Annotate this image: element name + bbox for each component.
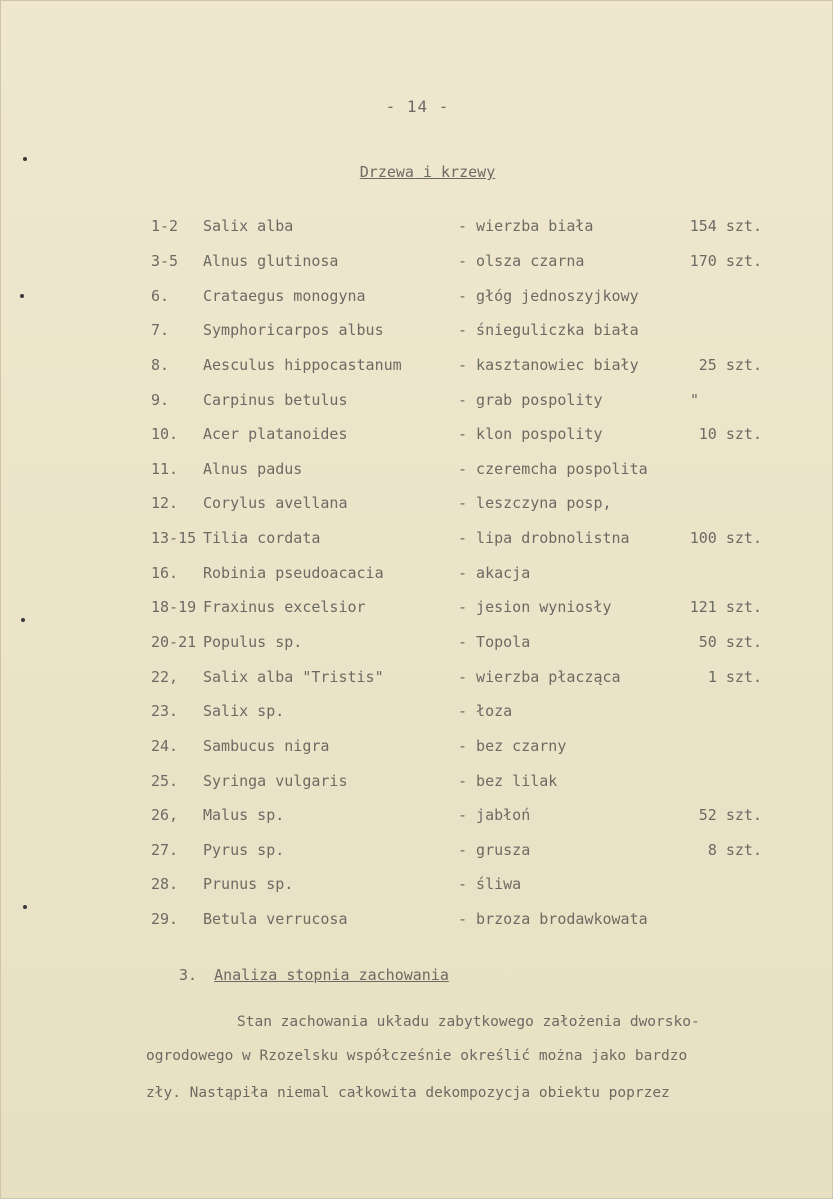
plant-row <box>1 737 833 759</box>
plant-latin-name: Fraxinus excelsior <box>203 598 366 616</box>
plant-row <box>1 494 833 516</box>
plant-row <box>1 321 833 343</box>
plant-row <box>1 806 833 828</box>
plant-number: 25. <box>151 772 179 790</box>
plant-latin-name: Salix sp. <box>203 702 285 720</box>
plant-latin-name: Aesculus hippocastanum <box>203 356 402 374</box>
plant-row <box>1 391 833 413</box>
plant-number: 27. <box>151 841 179 859</box>
plant-polish-name: - akacja <box>458 564 531 582</box>
plant-latin-name: Prunus sp. <box>203 875 294 893</box>
plant-polish-name: - lipa drobnolistna <box>458 529 630 547</box>
plant-latin-name: Alnus padus <box>203 460 303 478</box>
plant-count: 100 szt. <box>689 529 762 547</box>
plant-number: 3-5 <box>151 252 179 270</box>
paragraph-line: zły. Nastąpiła niemal całkowita dekompozycja obiektu poprzez <box>146 1085 670 1101</box>
plant-number: 6. <box>151 287 170 305</box>
plant-row <box>1 252 833 274</box>
plant-number: 9. <box>151 391 170 409</box>
page-number: - 14 - <box>385 97 450 116</box>
plant-row <box>1 425 833 447</box>
plant-polish-name: - jesion wyniosły <box>458 598 612 616</box>
plant-latin-name: Corylus avellana <box>203 494 348 512</box>
plant-polish-name: - głóg jednoszyjkowy <box>458 287 639 305</box>
plant-polish-name: - śliwa <box>458 875 522 893</box>
plant-row <box>1 875 833 897</box>
plant-number: 7. <box>151 321 170 339</box>
plant-number: 20-21 <box>151 633 197 651</box>
plant-latin-name: Pyrus sp. <box>203 841 285 859</box>
plant-number: 1-2 <box>151 217 179 235</box>
plant-row <box>1 841 833 863</box>
plant-polish-name: - bez czarny <box>458 737 567 755</box>
plant-number: 13-15 <box>151 529 197 547</box>
plant-polish-name: - kasztanowiec biały <box>458 356 639 374</box>
plant-polish-name: - śnieguliczka biała <box>458 321 639 339</box>
plant-latin-name: Salix alba "Tristis" <box>203 668 384 686</box>
plant-latin-name: Populus sp. <box>203 633 303 651</box>
plant-row <box>1 460 833 482</box>
plant-polish-name: - łoza <box>458 702 513 720</box>
plant-row <box>1 772 833 794</box>
plant-count: 121 szt. <box>689 598 762 616</box>
plant-latin-name: Sambucus nigra <box>203 737 330 755</box>
plant-count: 154 szt. <box>689 217 762 235</box>
plant-number: 26, <box>151 806 179 824</box>
plant-polish-name: - grab pospolity <box>458 391 603 409</box>
plant-count: 25 szt. <box>698 356 762 374</box>
plant-polish-name: - brzoza brodawkowata <box>458 910 648 928</box>
plant-number: 29. <box>151 910 179 928</box>
plant-latin-name: Betula verrucosa <box>203 910 348 928</box>
plant-row <box>1 529 833 551</box>
section-title-text: Analiza stopnia zachowania <box>214 966 449 984</box>
plant-number: 23. <box>151 702 179 720</box>
plant-count: 50 szt. <box>698 633 762 651</box>
plant-count: 52 szt. <box>698 806 762 824</box>
plant-number: 11. <box>151 460 179 478</box>
plant-row <box>1 633 833 655</box>
plant-polish-name: - leszczyna posp, <box>458 494 612 512</box>
plant-number: 24. <box>151 737 179 755</box>
plant-polish-name: - olsza czarna <box>458 252 585 270</box>
plant-latin-name: Malus sp. <box>203 806 285 824</box>
plant-row <box>1 668 833 690</box>
plant-row <box>1 564 833 586</box>
plant-latin-name: Salix alba <box>203 217 294 235</box>
plant-latin-name: Carpinus betulus <box>203 391 348 409</box>
plant-row <box>1 598 833 620</box>
plant-polish-name: - czeremcha pospolita <box>458 460 648 478</box>
plant-row <box>1 217 833 239</box>
paragraph-line: Stan zachowania układu zabytkowego założenia dworsko- <box>237 1014 700 1030</box>
plant-latin-name: Robinia pseudoacacia <box>203 564 384 582</box>
plant-count: 1 szt. <box>707 668 762 686</box>
margin-dot <box>23 905 27 909</box>
plant-polish-name: - Topola <box>458 633 531 651</box>
plant-latin-name: Symphoricarpos albus <box>203 321 384 339</box>
section-title <box>179 966 449 984</box>
plant-count: 170 szt. <box>689 252 762 270</box>
plant-number: 16. <box>151 564 179 582</box>
plant-row <box>1 910 833 932</box>
paragraph-line: ogrodowego w Rzozelsku współcześnie określić można jako bardzo <box>146 1048 688 1064</box>
plant-number: 8. <box>151 356 170 374</box>
plant-row <box>1 702 833 724</box>
plant-latin-name: Syringa vulgaris <box>203 772 348 790</box>
plant-polish-name: - wierzba płacząca <box>458 668 621 686</box>
plant-polish-name: - klon pospolity <box>458 425 603 443</box>
plant-number: 28. <box>151 875 179 893</box>
plant-polish-name: - bez lilak <box>458 772 558 790</box>
plant-count: 10 szt. <box>698 425 762 443</box>
plant-latin-name: Crataegus monogyna <box>203 287 366 305</box>
section-heading: Drzewa i krzewy <box>359 163 496 181</box>
plant-latin-name: Acer platanoides <box>203 425 348 443</box>
plant-latin-name: Tilia cordata <box>203 529 321 547</box>
plant-polish-name: - grusza <box>458 841 531 859</box>
plant-count: 8 szt. <box>707 841 762 859</box>
plant-number: 18-19 <box>151 598 197 616</box>
plant-number: 22, <box>151 668 179 686</box>
plant-number: 10. <box>151 425 179 443</box>
margin-dot <box>23 157 27 161</box>
plant-polish-name: - wierzba biała <box>458 217 594 235</box>
ditto-mark: " <box>689 391 699 409</box>
plant-polish-name: - jabłoń <box>458 806 531 824</box>
section-number: 3. <box>179 966 198 984</box>
plant-number: 12. <box>151 494 179 512</box>
plant-latin-name: Alnus glutinosa <box>203 252 339 270</box>
plant-row <box>1 287 833 309</box>
plant-row <box>1 356 833 378</box>
